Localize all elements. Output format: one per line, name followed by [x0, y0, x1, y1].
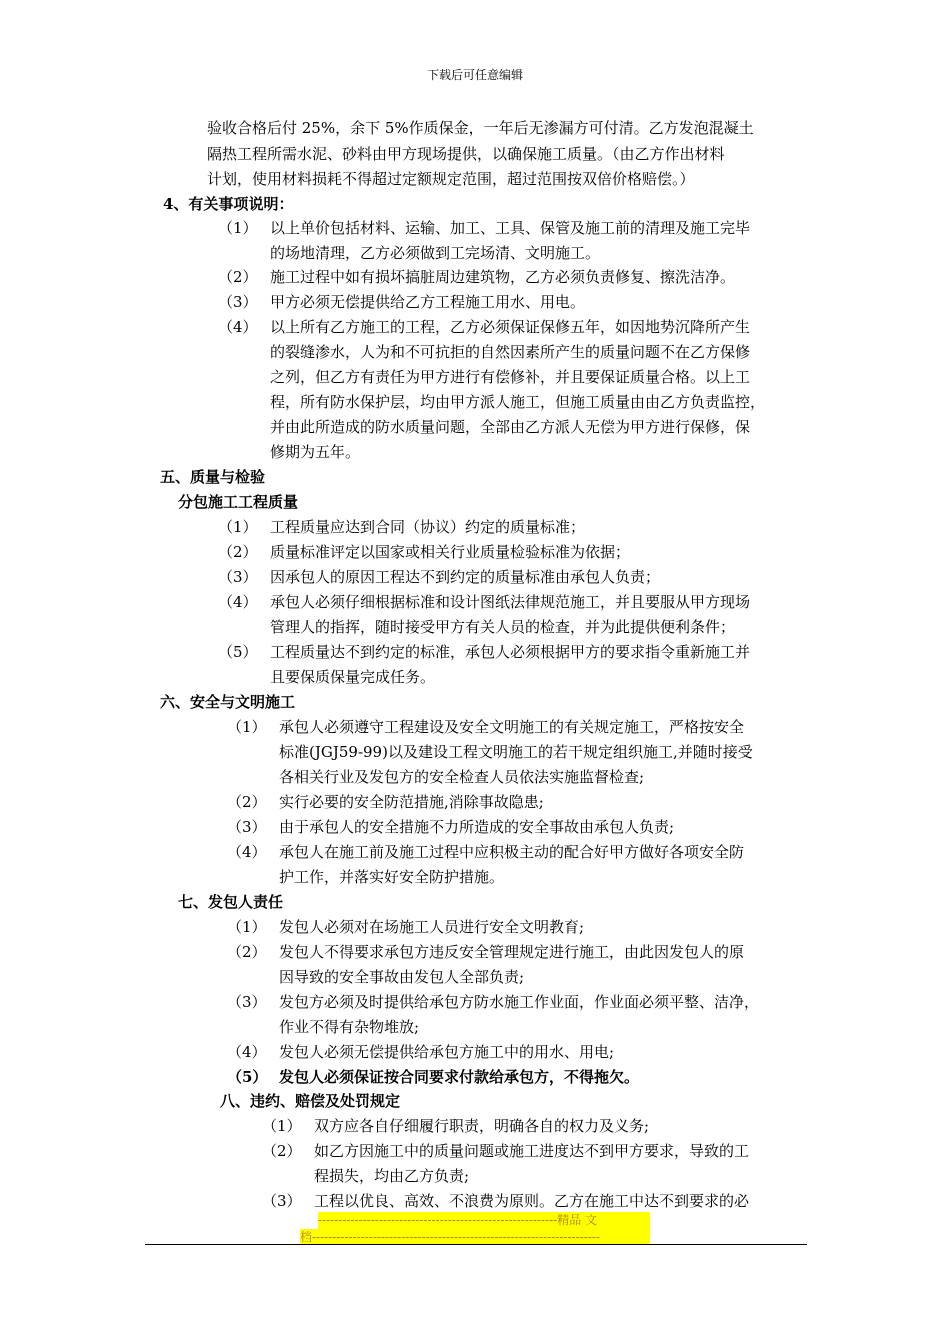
item-number: （1） [227, 718, 267, 736]
item-number: （3） [218, 293, 258, 311]
item-number: （5） [218, 643, 258, 661]
text-line: 如乙方因施工中的质量问题或施工进度达不到甲方要求，导致的工 [314, 1142, 750, 1160]
text-line: 发包人必须无偿提供给承包方施工中的用水、用电; [279, 1043, 615, 1061]
item-number: （1） [218, 518, 258, 536]
item-number: （3） [227, 818, 267, 836]
text-line: 承包人必须遵守工程建设及安全文明施工的有关规定施工，严格按安全 [279, 718, 745, 736]
text-line: 护工作，并落实好安全防护措施。 [279, 868, 505, 886]
text-line: 以上所有乙方施工的工程，乙方必须保证保修五年，如因地势沉降所产生 [270, 318, 751, 336]
text-line: 施工过程中如有损坏搞脏周边建筑物，乙方必须负责修复、擦洗洁净。 [270, 268, 736, 286]
text-line: 并由此所造成的防水质量问题，全部由乙方派人无偿为甲方进行保修，保 [270, 418, 751, 436]
text-line: 实行必要的安全防范措施,消除事故隐患; [279, 793, 544, 811]
text-line: 验收合格后付 25%，余下 5%作质保金，一年后无渗漏方可付清。乙方发泡混凝土 [207, 119, 754, 137]
text-line: 发包人必须保证按合同要求付款给承包方，不得拖欠。 [279, 1068, 640, 1086]
text-line: 各相关行业及发包方的安全检查人员依法实施监督检查; [279, 768, 645, 786]
text-line: 工程以优良、高效、不浪费为原则。乙方在施工中达不到要求的必 [314, 1192, 750, 1210]
item-number: （1） [227, 918, 267, 936]
item-number: （3） [227, 993, 267, 1011]
item-number: （3） [218, 568, 258, 586]
text-line: 工程质量达不到约定的标准，承包人必须根据甲方的要求指令重新施工并 [270, 643, 751, 661]
text-line: 且要保质保量完成任务。 [270, 668, 436, 686]
footer-watermark-line2: 档----------------------------------------------------------------------- [300, 1229, 650, 1245]
text-line: 甲方必须无偿提供给乙方工程施工用水、用电。 [270, 293, 586, 311]
item-number: （3） [262, 1192, 302, 1210]
text-line: 因承包人的原因工程达不到约定的质量标准由承包人负责； [270, 568, 661, 586]
item-number: （4） [218, 593, 258, 611]
text-line: 发包人必须对在场施工人员进行安全文明教育; [279, 918, 585, 936]
section-heading: 八、违约、赔偿及处罚规定 [220, 1092, 401, 1110]
text-line: 程，所有防水保护层，均由甲方派人施工，但施工质量由由乙方负责监控， [270, 393, 766, 411]
text-line: 质量标准评定以国家或相关行业质量检验标准为依据； [270, 543, 631, 561]
text-line: 以上单价包括材料、运输、加工、工具、保管及施工前的清理及施工完毕 [270, 219, 751, 237]
text-line: 因导致的安全事故由发包人全部负责; [279, 968, 525, 986]
section-heading: 六、安全与文明施工 [160, 693, 296, 711]
text-line: 发包人不得要求承包方违反安全管理规定进行施工，由此因发包人的原 [279, 943, 745, 961]
item-number: （2） [262, 1142, 302, 1160]
text-line: 程损失，均由乙方负责; [314, 1167, 470, 1185]
subsection-heading: 分包施工工程质量 [178, 493, 299, 511]
section-heading: 七、发包人责任 [178, 893, 284, 911]
section-heading: 4、有关事项说明： [163, 195, 294, 213]
item-number: （1） [218, 219, 258, 237]
footer-watermark-line1: -----------------------------------------------------------精品 文 [318, 1212, 650, 1229]
text-line: 承包人在施工前及施工过程中应积极主动的配合好甲方做好各项安全防 [279, 843, 745, 861]
text-line: 修期为五年。 [270, 443, 361, 461]
item-number: （4） [227, 843, 267, 861]
text-line: 工程质量应达到合同（协议）约定的质量标准； [270, 518, 586, 536]
item-number: （4） [218, 318, 258, 336]
item-number: （2） [218, 268, 258, 286]
text-line: 隔热工程所需水泥、砂料由甲方现场提供，以确保施工质量。（由乙方作出材料 [207, 145, 725, 163]
text-line: 管理人的指挥，随时接受甲方有关人员的检查，并为此提供便利条件； [270, 618, 736, 636]
text-line: 之列，但乙方有责任为甲方进行有偿修补，并且要保证质量合格。以上工 [270, 368, 751, 386]
text-line: 的场地清理，乙方必须做到工完场清、文明施工。 [270, 244, 601, 262]
page-header: 下载后可任意编辑 [426, 68, 523, 82]
item-number: （1） [262, 1117, 302, 1135]
footer-rule [145, 1244, 807, 1245]
item-number: （5） [227, 1068, 268, 1086]
text-line: 双方应各自仔细履行职责，明确各自的权力及义务; [314, 1117, 650, 1135]
text-line: 发包方必须及时提供给承包方防水施工作业面，作业面必须平整、洁净， [279, 993, 760, 1011]
item-number: （4） [227, 1043, 267, 1061]
item-number: （2） [227, 793, 267, 811]
text-line: 的裂缝渗水，人为和不可抗拒的自然因素所产生的质量问题不在乙方保修 [270, 343, 751, 361]
item-number: （2） [218, 543, 258, 561]
section-heading: 五、质量与检验 [160, 468, 266, 486]
item-number: （2） [227, 943, 267, 961]
text-line: 由于承包人的安全措施不力所造成的安全事故由承包人负责; [279, 818, 675, 836]
text-line: 计划，使用材料损耗不得超过定额规定范围，超过范围按双倍价格赔偿。） [207, 170, 695, 188]
text-line: 作业不得有杂物堆放; [279, 1018, 420, 1036]
text-line: 标准(JGJ59-99)以及建设工程文明施工的若干规定组织施工,并随时接受 [279, 743, 753, 761]
text-line: 承包人必须仔细根据标准和设计图纸法律规范施工，并且要服从甲方现场 [270, 593, 751, 611]
